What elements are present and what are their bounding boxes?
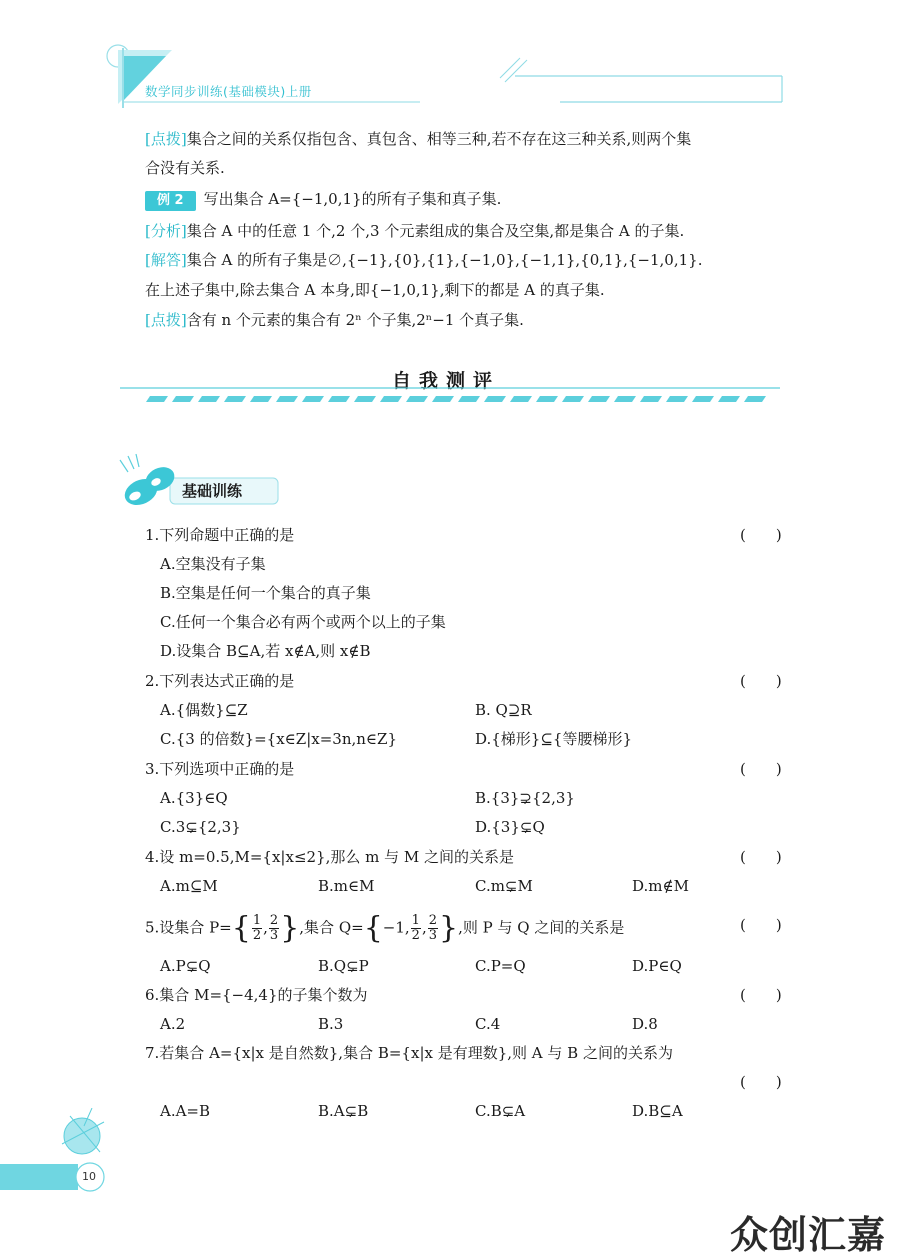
q4-option-c: C.m⊊M [475,877,533,895]
q4-option-b: B.m∈M [318,877,375,895]
question-4-stem: 4.设 m=0.5,M={x|x≤2},那么 m 与 M 之间的关系是 [145,848,515,866]
q3-option-d: D.{3}⊊Q [475,818,545,836]
q2-option-b: B. Q⊇R [475,701,532,719]
section-title: 自我测评 [392,370,501,392]
q7-option-a: A.A=B [160,1102,211,1120]
q6-option-b: B.3 [318,1015,344,1033]
q5-option-a: A.P⊊Q [160,957,211,975]
example-text: 写出集合 A={−1,0,1}的所有子集和真子集. [203,190,502,208]
q6-option-d: D.8 [632,1015,658,1033]
analysis-tag: [分析] [145,222,187,240]
question-7-stem: 7.若集合 A={x|x 是自然数},集合 B={x|x 是有理数},则 A 与 B 之间的关系为 [145,1044,673,1062]
q7-option-b: B.A⊊B [318,1102,369,1120]
q6-option-c: C.4 [475,1015,501,1033]
tip-2 [145,309,524,331]
tip-1-tag: [点拨] [145,130,187,148]
example-2 [145,188,501,211]
q5-stem-post: ,则 P 与 Q 之间的关系是 [458,918,625,937]
q3-option-c: C.3⊊{2,3} [160,818,241,836]
q3-option-a: A.{3}∈Q [160,789,228,807]
tip-2-text: 含有 n 个元素的集合有 2ⁿ 个子集,2ⁿ−1 个真子集. [186,311,524,329]
answer-text: 集合 A 的所有子集是∅,{−1},{0},{1},{−1,0},{−1,1},{0,1},{−1,0,1}. [186,251,703,269]
header-decoration [0,0,899,120]
q1-option-a: A.空集没有子集 [160,555,266,573]
q6-option-a: A.2 [160,1015,186,1033]
q5-option-d: D.P∈Q [632,957,682,975]
q5-p-frac-2: $\frac{2}{3}$ [269,913,279,943]
q5-stem-mid: ,集合 Q= [299,918,364,937]
basic-training-title: 基础训练 [182,482,243,500]
answer-blank-1[interactable]: () [740,526,812,544]
q7-option-d: D.B⊆A [632,1102,683,1120]
analysis-text: 集合 A 中的任意 1 个,2 个,3 个元素组成的集合及空集,都是集合 A 的子集. [186,222,685,240]
q5-p-frac-1: $\frac{1}{2}$ [252,913,262,943]
answer-blank-4[interactable]: () [740,848,812,866]
q1-option-d: D.设集合 B⊆A,若 x∉A,则 x∉B [160,642,371,660]
q7-option-c: C.B⊊A [475,1102,526,1120]
answer-blank-2[interactable]: () [740,672,812,690]
answer-blank-3[interactable]: () [740,760,812,778]
q5-q-frac-2: $\frac{2}{3}$ [428,913,438,943]
q4-option-a: A.m⊆M [160,877,218,895]
answer-blank-7[interactable]: () [740,1073,812,1091]
watermark: 众创汇嘉 [730,1213,887,1257]
answer-blank-5[interactable]: () [740,916,812,934]
question-2-stem: 2.下列表达式正确的是 [145,672,295,690]
answer-continued: 在上述子集中,除去集合 A 本身,即{−1,0,1},剩下的都是 A 的真子集. [145,281,605,299]
q5-q-frac-1: $\frac{1}{2}$ [411,913,420,943]
example-label: 例 2 [145,191,196,211]
question-3-stem: 3.下列选项中正确的是 [145,760,295,778]
page-number: 10 [82,1170,96,1183]
q1-option-c: C.任何一个集合必有两个或两个以上的子集 [160,613,446,631]
question-6-stem: 6.集合 M={−4,4}的子集个数为 [145,986,368,1004]
analysis [145,220,684,242]
q3-option-b: B.{3}⊋{2,3} [475,789,575,807]
answer [145,249,702,271]
q1-option-b: B.空集是任何一个集合的真子集 [160,584,371,602]
tip-1-continued: 合没有关系. [145,159,225,177]
q5-stem-pre: 5.设集合 P= [145,918,232,937]
q5-q-first: −1, [382,918,410,937]
q4-option-d: D.m∉M [632,877,689,895]
answer-blank-6[interactable]: () [740,986,812,1004]
tip-1-text: 集合之间的关系仅指包含、真包含、相等三种,若不存在这三种关系,则两个集 [186,130,692,148]
header-title: 数学同步训练(基础模块)上册 [145,84,312,99]
q5-option-b: B.Q⊊P [318,957,369,975]
q5-option-c: C.P=Q [475,957,526,975]
footer-decoration [0,1108,140,1198]
question-5-stem: 5.设集合 P={ $\frac{1}{2}$ , $\frac{2}{3}$ },集合 Q={−1, $\frac{1}{2}$ , $\frac{2}{3}$ },则 P 与 Q 之间的关系是 [145,910,625,946]
section-divider [120,384,785,408]
question-1-stem: 1.下列命题中正确的是 [145,526,295,544]
q2-option-c: C.{3 的倍数}={x∈Z|x=3n,n∈Z} [160,730,397,748]
answer-tag: [解答] [145,251,187,269]
tip-1 [145,128,691,150]
tip-2-tag: [点拨] [145,311,187,329]
q2-option-a: A.{偶数}⊆Z [160,701,248,719]
q2-option-d: D.{梯形}⊆{等腰梯形} [475,730,633,748]
